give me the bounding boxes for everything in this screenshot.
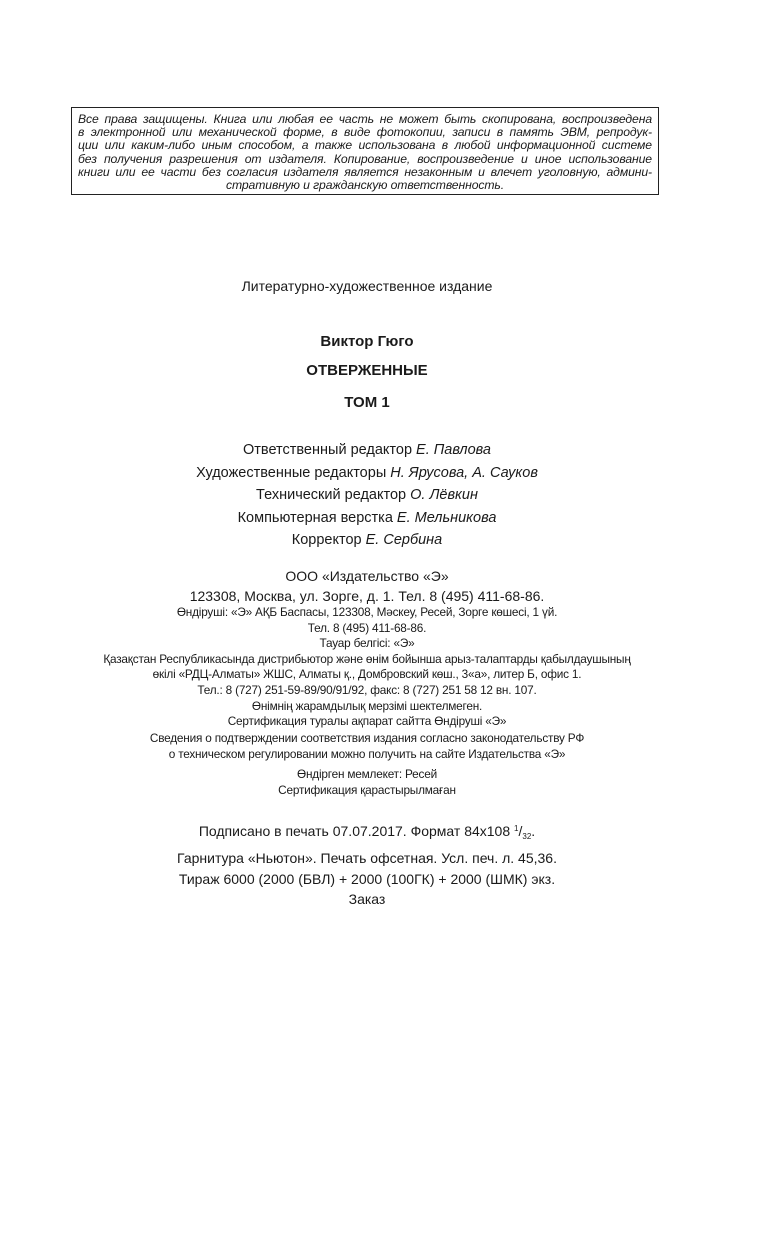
author-name: Виктор Гюго (320, 333, 414, 350)
credit-role: Корректор (291, 532, 362, 549)
credit-person: О. Лёвкин (410, 487, 478, 504)
credit-line (0, 484, 734, 507)
credit-person: Е. Сербина (365, 532, 443, 549)
copyright-line: Все права защищены. Книга или любая ее часть не может быть скопирована, воспроизведена (78, 112, 652, 126)
credit-role: Художественные редакторы (196, 464, 387, 481)
info-line: Сертификация қарастырылмаған (278, 782, 456, 797)
genre-label: Литературно-художественное издание (241, 278, 493, 294)
format-fraction: $^1/_{32}$ (514, 823, 532, 841)
publisher-info (0, 566, 734, 606)
publisher-address: 123308, Москва, ул. Зорге, д. 1. Тел. 8 (495) 411-68-86. (189, 588, 545, 604)
certification-info (0, 731, 734, 762)
credit-role: Ответственный редактор (242, 442, 413, 458)
volume-label: ТОМ 1 (344, 394, 390, 411)
info-line: Өнімнің жарамдылық мерзімі шектелмеген. (251, 698, 483, 713)
copyright-line: стративную и гражданскую ответственность. (225, 178, 505, 193)
signed-suffix: . (531, 823, 536, 839)
format-numerator: 1 (514, 824, 519, 833)
credit-person: Е. Павлова (416, 442, 491, 458)
info-line: Тел. 8 (495) 411-68-86. (307, 620, 427, 635)
circulation-line: Тираж 6000 (2000 (БВЛ) + 2000 (100ГК) + 2000 (ШМК) экз. (178, 870, 556, 887)
signed-to-print (0, 819, 734, 848)
credit-line (0, 439, 734, 462)
info-line: о техническом регулировании можно получить на сайте Издательства «Э» (168, 746, 566, 761)
copyright-line: в электронной или механической форме, в виде фотокопии, записи в память ЭВМ, репродук- (78, 125, 652, 140)
credit-line (0, 507, 734, 530)
format-denominator: 32 (522, 832, 532, 841)
credit-person: Н. Ярусова, А. Сауков (390, 464, 538, 481)
info-line: өкілі «РДЦ-Алматы» ЖШС, Алматы қ., Домбровский көш., 3«а», литер Б, офис 1. (152, 667, 582, 682)
order-line: Заказ (348, 891, 386, 908)
copyright-line: книги или ее части без согласия издателя является незаконным и влечет уголовную, админи- (78, 164, 652, 179)
kazakh-manufacturer-info (0, 605, 734, 730)
credit-role: Компьютерная верстка (237, 509, 393, 526)
print-details (0, 819, 734, 910)
editorial-credits (0, 439, 734, 552)
publisher-name: ООО «Издательство «Э» (285, 568, 449, 584)
book-title: ОТВЕРЖЕННЫЕ (306, 362, 428, 379)
credit-role: Технический редактор (256, 487, 407, 504)
copyright-notice-box (71, 107, 659, 195)
credit-line (0, 462, 734, 485)
origin-info (0, 767, 734, 798)
credit-line (0, 529, 734, 552)
info-line: Қазақстан Республикасында дистрибьютор және өнім бойынша арыз-талаптарды қабылдаушының (103, 651, 631, 666)
credit-person: Е. Мельникова (396, 509, 497, 526)
info-line: Өндіруші: «Э» АҚБ Баспасы, 123308, Мәскеу, Ресей, Зорге көшесі, 1 үй. (176, 605, 558, 619)
signed-text: Подписано в печать 07.07.2017. Формат 84x108 (198, 823, 515, 839)
info-line: Сведения о подтверждении соответствия издания согласно законодательству РФ (149, 731, 585, 745)
info-line: Өндірген мемлекет: Ресей (297, 767, 437, 781)
copyright-line: без получения разрешения от издателя. Копирование, воспроизведение и иное использование (78, 151, 652, 166)
copyright-line: ции или каким-либо иным способом, а также использована в любой информационной системе (78, 138, 652, 153)
info-line: Тел.: 8 (727) 251-59-89/90/91/92, факс: 8 (727) 251 58 12 вн. 107. (197, 682, 537, 697)
info-line: Сертификация туралы ақпарат сайтта Өндіруші «Э» (227, 714, 507, 729)
info-line: Тауар белгісі: «Э» (319, 636, 415, 651)
typeface-line: Гарнитура «Ньютон». Печать офсетная. Усл. печ. л. 45,36. (177, 849, 557, 866)
